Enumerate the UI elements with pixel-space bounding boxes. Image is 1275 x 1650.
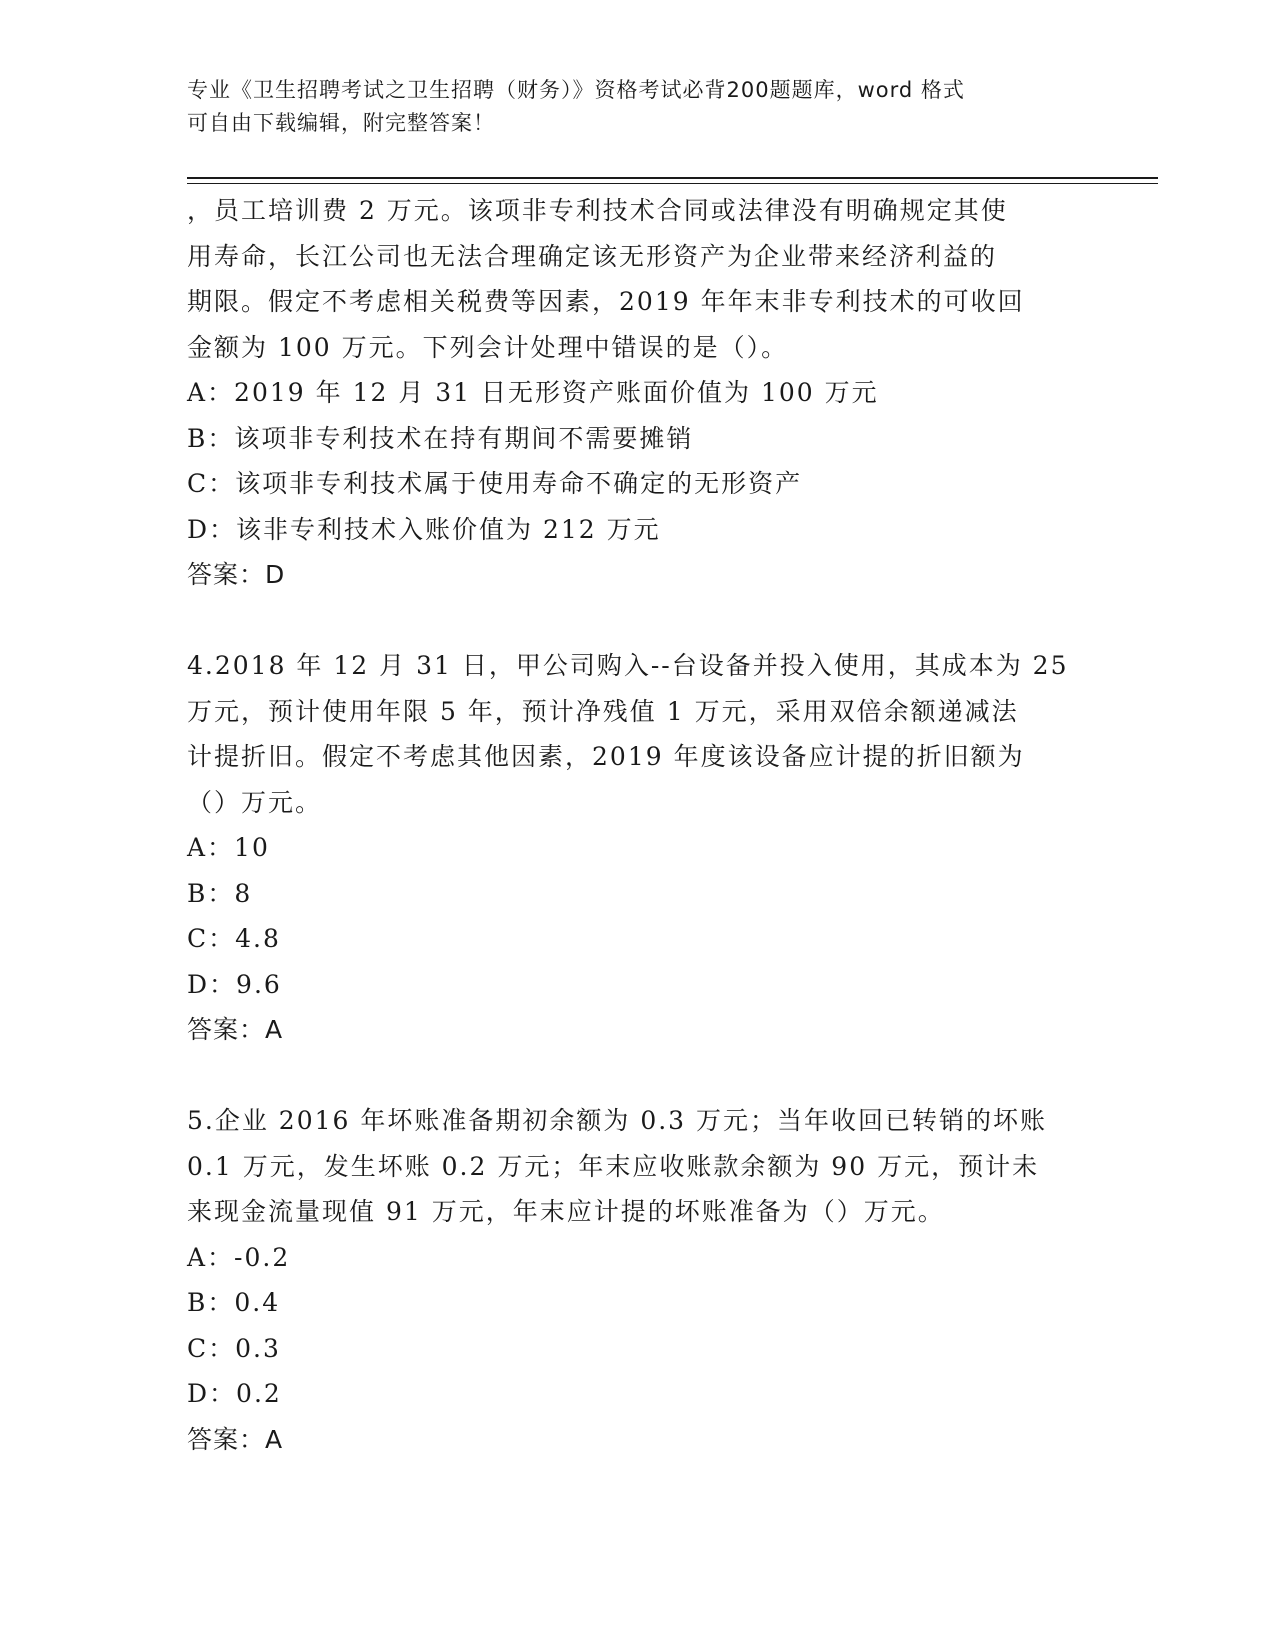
- question-stem-line: 计提折旧。假定不考虑其他因素，2019 年度该设备应计提的折旧额为: [187, 742, 1025, 771]
- question-spacer: [187, 598, 1087, 644]
- question-stem-line: 万元，预计使用年限 5 年，预计净残值 1 万元，采用双倍余额递减法: [187, 696, 1019, 726]
- option-d: D：0.2: [187, 1379, 282, 1408]
- option-b: B：8: [187, 878, 253, 908]
- question-5: [187, 1098, 1087, 1462]
- answer-line: 答案：D: [187, 560, 286, 589]
- answer-line: 答案：A: [187, 1015, 284, 1044]
- question-stem-line: ，员工培训费 2 万元。该项非专利技术合同或法律没有明确规定其使: [187, 196, 1008, 225]
- question-stem-line: 来现金流量现值 91 万元，年末应计提的坏账准备为（）万元。: [187, 1197, 945, 1226]
- header-rule-thick: [187, 177, 1158, 179]
- answer-line: 答案：A: [187, 1424, 284, 1454]
- header-line-2: 可自由下载编辑，附完整答案！: [187, 111, 495, 135]
- option-a: A：-0.2: [187, 1242, 291, 1272]
- question-3: [187, 188, 1087, 598]
- question-list: [187, 188, 1087, 1462]
- question-stem-line: （）万元。: [187, 787, 323, 817]
- option-d: D：9.6: [187, 969, 282, 999]
- document-header: [187, 74, 1087, 140]
- header-line-1: 专业《卫生招聘考试之卫生招聘（财务）》资格考试必背200题题库，word 格式: [187, 78, 965, 102]
- header-rule-thin: [187, 183, 1158, 184]
- question-4: [187, 643, 1087, 1053]
- question-stem-line: 5.企业 2016 年坏账准备期初余额为 0.3 万元；当年收回已转销的坏账: [187, 1106, 1048, 1135]
- question-stem-line: 期限。假定不考虑相关税费等因素，2019 年年末非专利技术的可收回: [187, 287, 1025, 316]
- question-stem-line: 用寿命，长江公司也无法合理确定该无形资产为企业带来经济利益的: [187, 241, 998, 271]
- option-c: C：0.3: [187, 1333, 281, 1363]
- question-stem-line: 4.2018 年 12 月 31 日，甲公司购入--台设备并投入使用，其成本为 25: [187, 651, 1069, 680]
- option-a: A：2019 年 12 月 31 日无形资产账面价值为 100 万元: [187, 378, 879, 407]
- option-c: C：该项非专利技术属于使用寿命不确定的无形资产: [187, 469, 803, 498]
- option-c: C：4.8: [187, 924, 281, 953]
- question-spacer: [187, 1053, 1087, 1099]
- option-b: B：0.4: [187, 1288, 281, 1317]
- option-b: B：该项非专利技术在持有期间不需要摊销: [187, 423, 694, 453]
- option-a: A：10: [187, 833, 270, 862]
- question-stem-line: 0.1 万元，发生坏账 0.2 万元；年末应收账款余额为 90 万元，预计未: [187, 1151, 1040, 1181]
- question-stem-line: 金额为 100 万元。下列会计处理中错误的是（）。: [187, 332, 789, 362]
- option-d: D：该非专利技术入账价值为 212 万元: [187, 514, 661, 544]
